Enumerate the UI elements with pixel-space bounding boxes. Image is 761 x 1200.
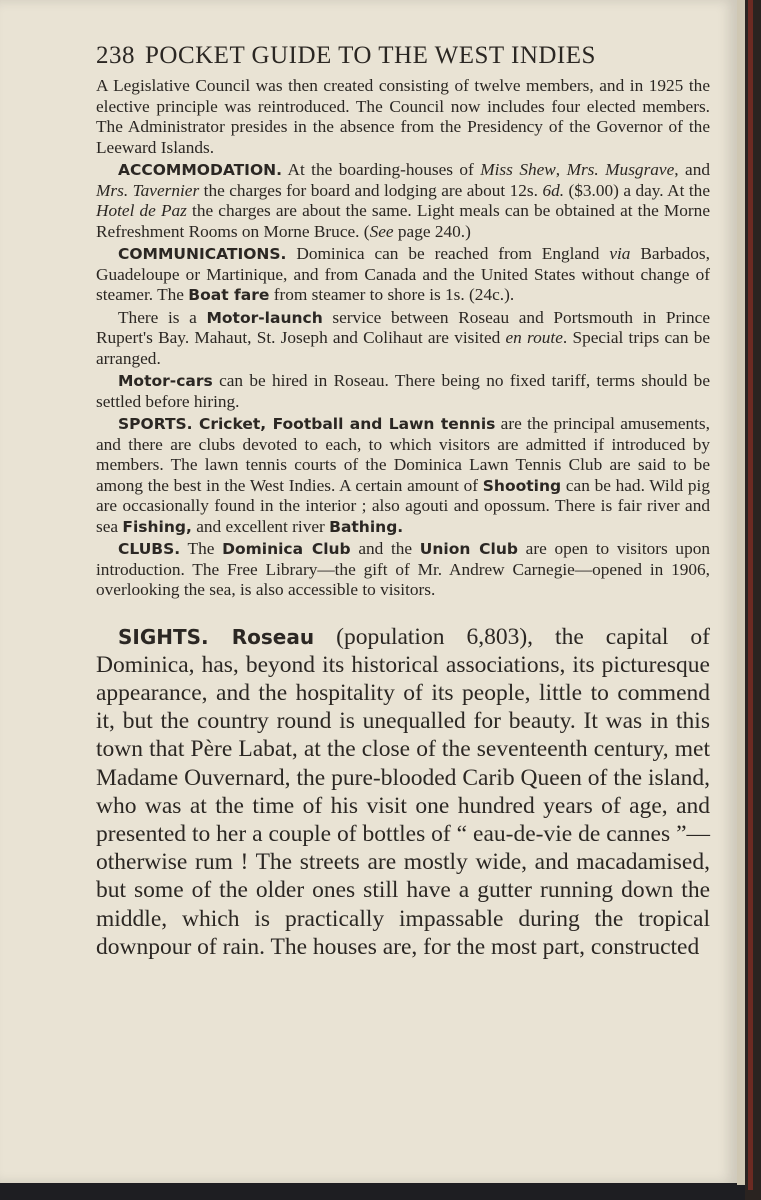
text-run: page 240.)	[393, 221, 471, 241]
italic-run: Mrs. Musgrave	[566, 160, 675, 179]
italic-run: 6d.	[542, 180, 565, 200]
large-print-section	[96, 623, 710, 961]
small-print-section	[96, 76, 710, 601]
paragraph-accommodation	[96, 160, 710, 242]
text-run: are the principal amusements, and there are clubs devoted to each, to which visitors are admitted if introduced by members. The lawn tennis courts of the Dominica Lawn Tennis Club are said to be among the best in the West Indies. A certain amount of	[96, 414, 710, 495]
paragraph-sports	[96, 414, 710, 537]
page-header	[96, 42, 710, 70]
section-heading: SPORTS.	[118, 415, 193, 433]
text-run: the charges are about the same. Light meals can be obtained at the Morne Refreshment Rooms on Morne Bruce. (	[96, 201, 710, 241]
text-run: , and	[674, 160, 710, 179]
page-number: 238	[96, 42, 135, 69]
text-run: and the	[350, 539, 420, 558]
section-heading: ACCOMMODATION.	[118, 161, 282, 179]
bold-run: Roseau	[208, 624, 315, 649]
text-run: There is a	[118, 307, 207, 327]
text-run: ,	[555, 160, 567, 179]
italic-run: Mrs. Tavernier	[96, 180, 200, 200]
italic-run: See	[369, 221, 394, 241]
bold-run: Shooting	[482, 476, 562, 495]
bold-run: Boat fare	[188, 286, 270, 304]
text-run: ($3.00) a day. At the	[564, 180, 710, 200]
text-run: . Special trips can be arranged.	[96, 328, 711, 368]
text-run: can be hired in Roseau. There being no fixed tariff, terms should be settled before hiring.	[96, 371, 710, 411]
text-run: service between Roseau and Portsmouth in Prince Rupert's Bay. Mahaut, St. Joseph and Colihaut are visited	[96, 307, 710, 347]
text-run: can be had. Wild pig are occasionally found in the interior ; also agouti and opossum. There is fair river and sea	[96, 475, 710, 536]
text-run: At the boarding-houses of	[281, 160, 481, 179]
bold-run: Motor-launch	[206, 308, 323, 327]
text-run: and excellent river	[191, 516, 330, 536]
text-run: (population 6,803), the capital of Dominica, has, beyond its historical associations, its picturesque appearance, and the hospitality of its people, little to commend it, but the country round is unequalled for beauty. It was in this town that Père Labat, at the close of the seventeenth century, met Madame Ouvernard, the pure-blooded Carib Queen of the island, who was at the time of his visit one hundred years of age, and presented to her a couple of bottles of “ eau-de-vie de cannes ”—otherwise rum ! The streets are mostly wide, and macadamised, but some of the older ones still have a gutter running down the middle, which is practically impassable during the tropical downpour of rain. The houses are, for the most part, constructed	[96, 623, 710, 960]
text-run: the charges for board and lodging are about 12s.	[199, 180, 543, 200]
bold-run: Bathing.	[329, 517, 404, 536]
paragraph-motor-launch	[96, 308, 710, 370]
running-title: POCKET GUIDE TO THE WEST INDIES	[145, 42, 596, 69]
paragraph-communications	[96, 244, 710, 306]
section-heading: COMMUNICATIONS.	[118, 245, 287, 263]
paragraph-legislative-council	[96, 76, 710, 158]
text-run: Barbados, Guadeloupe or Martinique, and from Canada and the United States without change of steamer. The	[96, 244, 710, 304]
section-heading: SIGHTS.	[118, 624, 209, 649]
bold-run: Fishing,	[122, 517, 192, 536]
paragraph-motor-cars	[96, 371, 710, 412]
paragraph-clubs	[96, 539, 710, 601]
text-run: from steamer to shore is 1s. (24c.).	[269, 285, 515, 304]
paragraph-sights	[96, 623, 710, 961]
bold-run: Dominica Club	[222, 540, 351, 558]
italic-run: via	[609, 244, 631, 263]
page-edge	[737, 0, 745, 1185]
bold-run: Union Club	[419, 540, 518, 558]
section-heading: CLUBS.	[118, 540, 181, 558]
text-run: Dominica can be reached from England	[286, 244, 610, 263]
book-spine-edge	[748, 0, 753, 1190]
italic-run: Hotel de Paz	[96, 201, 187, 220]
italic-run: Miss Shew	[480, 160, 556, 179]
text-run: The	[180, 539, 223, 558]
page-text	[96, 42, 710, 961]
text-run: are open to visitors upon introduction. The Free Library—the gift of Mr. Andrew Carnegie—opened in 1906, overlooking the sea, is also accessible to visitors.	[96, 539, 710, 599]
bold-run: Cricket, Football and Lawn tennis	[192, 415, 496, 433]
bold-run: Motor-cars	[118, 372, 213, 390]
italic-run: en route	[505, 328, 563, 347]
paragraph-text: A Legislative Council was then created consisting of twelve members, and in 1925 the elective principle was reintroduced. The Council now includes four elected members. The Administrator presides in the absence from the Presidency of the Governor of the Leeward Islands.	[96, 76, 710, 157]
